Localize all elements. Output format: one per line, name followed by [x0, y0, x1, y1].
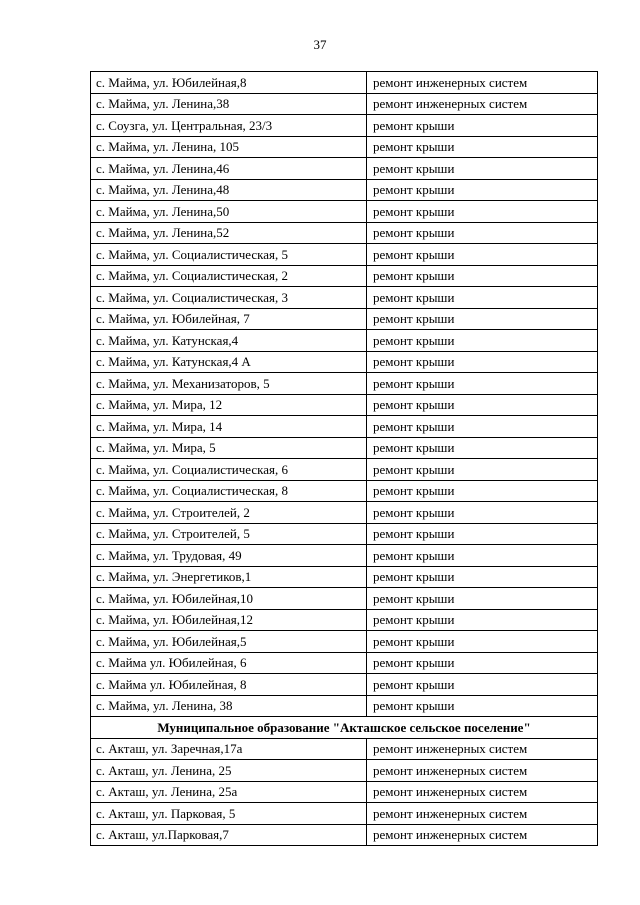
address-cell: с. Майма, ул. Строителей, 2 — [91, 502, 367, 524]
address-cell: с. Майма, ул. Социалистическая, 3 — [91, 287, 367, 309]
work-type-cell: ремонт инженерных систем — [367, 72, 598, 94]
table-row — [91, 330, 598, 352]
work-type-cell: ремонт крыши — [367, 609, 598, 631]
address-cell: с. Майма, ул. Ленина,48 — [91, 179, 367, 201]
table-row — [91, 416, 598, 438]
table-row — [91, 674, 598, 696]
work-type-cell: ремонт крыши — [367, 158, 598, 180]
table-row — [91, 588, 598, 610]
work-type-cell: ремонт крыши — [367, 631, 598, 653]
work-type-cell: ремонт крыши — [367, 652, 598, 674]
table-row — [91, 652, 598, 674]
address-cell: с. Майма, ул. Ленина, 38 — [91, 695, 367, 717]
address-cell: с. Майма, ул. Ленина,38 — [91, 93, 367, 115]
work-type-cell: ремонт крыши — [367, 566, 598, 588]
address-cell: с. Майма, ул. Юбилейная,12 — [91, 609, 367, 631]
address-cell: с. Майма, ул. Мира, 12 — [91, 394, 367, 416]
address-cell: с. Майма, ул. Трудовая, 49 — [91, 545, 367, 567]
table-row — [91, 93, 598, 115]
address-cell: с. Майма, ул. Мира, 14 — [91, 416, 367, 438]
table-row — [91, 523, 598, 545]
address-cell: с. Майма, ул. Социалистическая, 5 — [91, 244, 367, 266]
address-cell: с. Майма ул. Юбилейная, 8 — [91, 674, 367, 696]
table-row — [91, 760, 598, 782]
address-cell: с. Акташ, ул. Парковая, 5 — [91, 803, 367, 825]
address-cell: с. Акташ, ул. Заречная,17а — [91, 738, 367, 760]
address-cell: с. Майма ул. Юбилейная, 6 — [91, 652, 367, 674]
work-type-cell: ремонт крыши — [367, 244, 598, 266]
table-row — [91, 179, 598, 201]
table-row — [91, 287, 598, 309]
address-cell: с. Майма, ул. Ленина, 105 — [91, 136, 367, 158]
work-type-cell: ремонт крыши — [367, 674, 598, 696]
table-row — [91, 136, 598, 158]
table-row — [91, 351, 598, 373]
work-type-cell: ремонт крыши — [367, 695, 598, 717]
table-row — [91, 545, 598, 567]
work-type-cell: ремонт крыши — [367, 394, 598, 416]
address-cell: с. Майма, ул. Юбилейная,10 — [91, 588, 367, 610]
work-type-cell: ремонт крыши — [367, 437, 598, 459]
address-cell: с. Майма, ул. Мира, 5 — [91, 437, 367, 459]
work-type-cell: ремонт крыши — [367, 330, 598, 352]
address-cell: с. Майма, ул. Юбилейная,8 — [91, 72, 367, 94]
table-row — [91, 265, 598, 287]
table-row — [91, 781, 598, 803]
work-type-cell: ремонт крыши — [367, 373, 598, 395]
address-cell: с. Соузга, ул. Центральная, 23/3 — [91, 115, 367, 137]
table-row — [91, 437, 598, 459]
table-row — [91, 459, 598, 481]
table-row — [91, 222, 598, 244]
work-type-cell: ремонт крыши — [367, 459, 598, 481]
table-row — [91, 72, 598, 94]
table-body — [91, 72, 598, 846]
section-header-row — [91, 717, 598, 739]
work-type-cell: ремонт крыши — [367, 545, 598, 567]
table-row — [91, 115, 598, 137]
address-cell: с. Майма, ул. Катунская,4 — [91, 330, 367, 352]
table-row — [91, 738, 598, 760]
address-cell: с. Майма, ул. Юбилейная,5 — [91, 631, 367, 653]
work-type-cell: ремонт крыши — [367, 351, 598, 373]
table-row — [91, 373, 598, 395]
address-work-table — [90, 71, 598, 846]
work-type-cell: ремонт крыши — [367, 222, 598, 244]
table-row — [91, 502, 598, 524]
address-cell: с. Акташ, ул. Ленина, 25а — [91, 781, 367, 803]
table-row — [91, 824, 598, 846]
address-cell: с. Майма, ул. Механизаторов, 5 — [91, 373, 367, 395]
work-type-cell: ремонт крыши — [367, 502, 598, 524]
work-type-cell: ремонт инженерных систем — [367, 803, 598, 825]
work-type-cell: ремонт инженерных систем — [367, 93, 598, 115]
table-row — [91, 609, 598, 631]
address-cell: с. Майма, ул. Катунская,4 А — [91, 351, 367, 373]
work-type-cell: ремонт инженерных систем — [367, 781, 598, 803]
work-type-cell: ремонт инженерных систем — [367, 760, 598, 782]
address-cell: с. Майма, ул. Ленина,50 — [91, 201, 367, 223]
work-type-cell: ремонт крыши — [367, 480, 598, 502]
work-type-cell: ремонт крыши — [367, 416, 598, 438]
address-cell: с. Майма, ул. Энергетиков,1 — [91, 566, 367, 588]
address-cell: с. Майма, ул. Юбилейная, 7 — [91, 308, 367, 330]
work-type-cell: ремонт инженерных систем — [367, 824, 598, 846]
address-cell: с. Майма, ул. Социалистическая, 8 — [91, 480, 367, 502]
section-header: Муниципальное образование "Акташское сельское поселение" — [91, 717, 598, 739]
page-number: 37 — [313, 37, 327, 52]
table-row — [91, 394, 598, 416]
work-type-cell: ремонт крыши — [367, 287, 598, 309]
work-type-cell: ремонт крыши — [367, 179, 598, 201]
work-type-cell: ремонт крыши — [367, 136, 598, 158]
table-row — [91, 244, 598, 266]
work-type-cell: ремонт крыши — [367, 588, 598, 610]
work-type-cell: ремонт инженерных систем — [367, 738, 598, 760]
work-type-cell: ремонт крыши — [367, 308, 598, 330]
address-cell: с. Майма, ул. Ленина,52 — [91, 222, 367, 244]
table-row — [91, 631, 598, 653]
table-row — [91, 308, 598, 330]
table-row — [91, 695, 598, 717]
address-cell: с. Акташ, ул.Парковая,7 — [91, 824, 367, 846]
table-row — [91, 566, 598, 588]
table-row — [91, 158, 598, 180]
work-type-cell: ремонт крыши — [367, 265, 598, 287]
table-row — [91, 201, 598, 223]
address-cell: с. Майма, ул. Социалистическая, 6 — [91, 459, 367, 481]
work-type-cell: ремонт крыши — [367, 523, 598, 545]
work-type-cell: ремонт крыши — [367, 201, 598, 223]
address-cell: с. Майма, ул. Строителей, 5 — [91, 523, 367, 545]
address-cell: с. Акташ, ул. Ленина, 25 — [91, 760, 367, 782]
table-row — [91, 803, 598, 825]
table-row — [91, 480, 598, 502]
work-type-cell: ремонт крыши — [367, 115, 598, 137]
address-cell: с. Майма, ул. Ленина,46 — [91, 158, 367, 180]
address-cell: с. Майма, ул. Социалистическая, 2 — [91, 265, 367, 287]
